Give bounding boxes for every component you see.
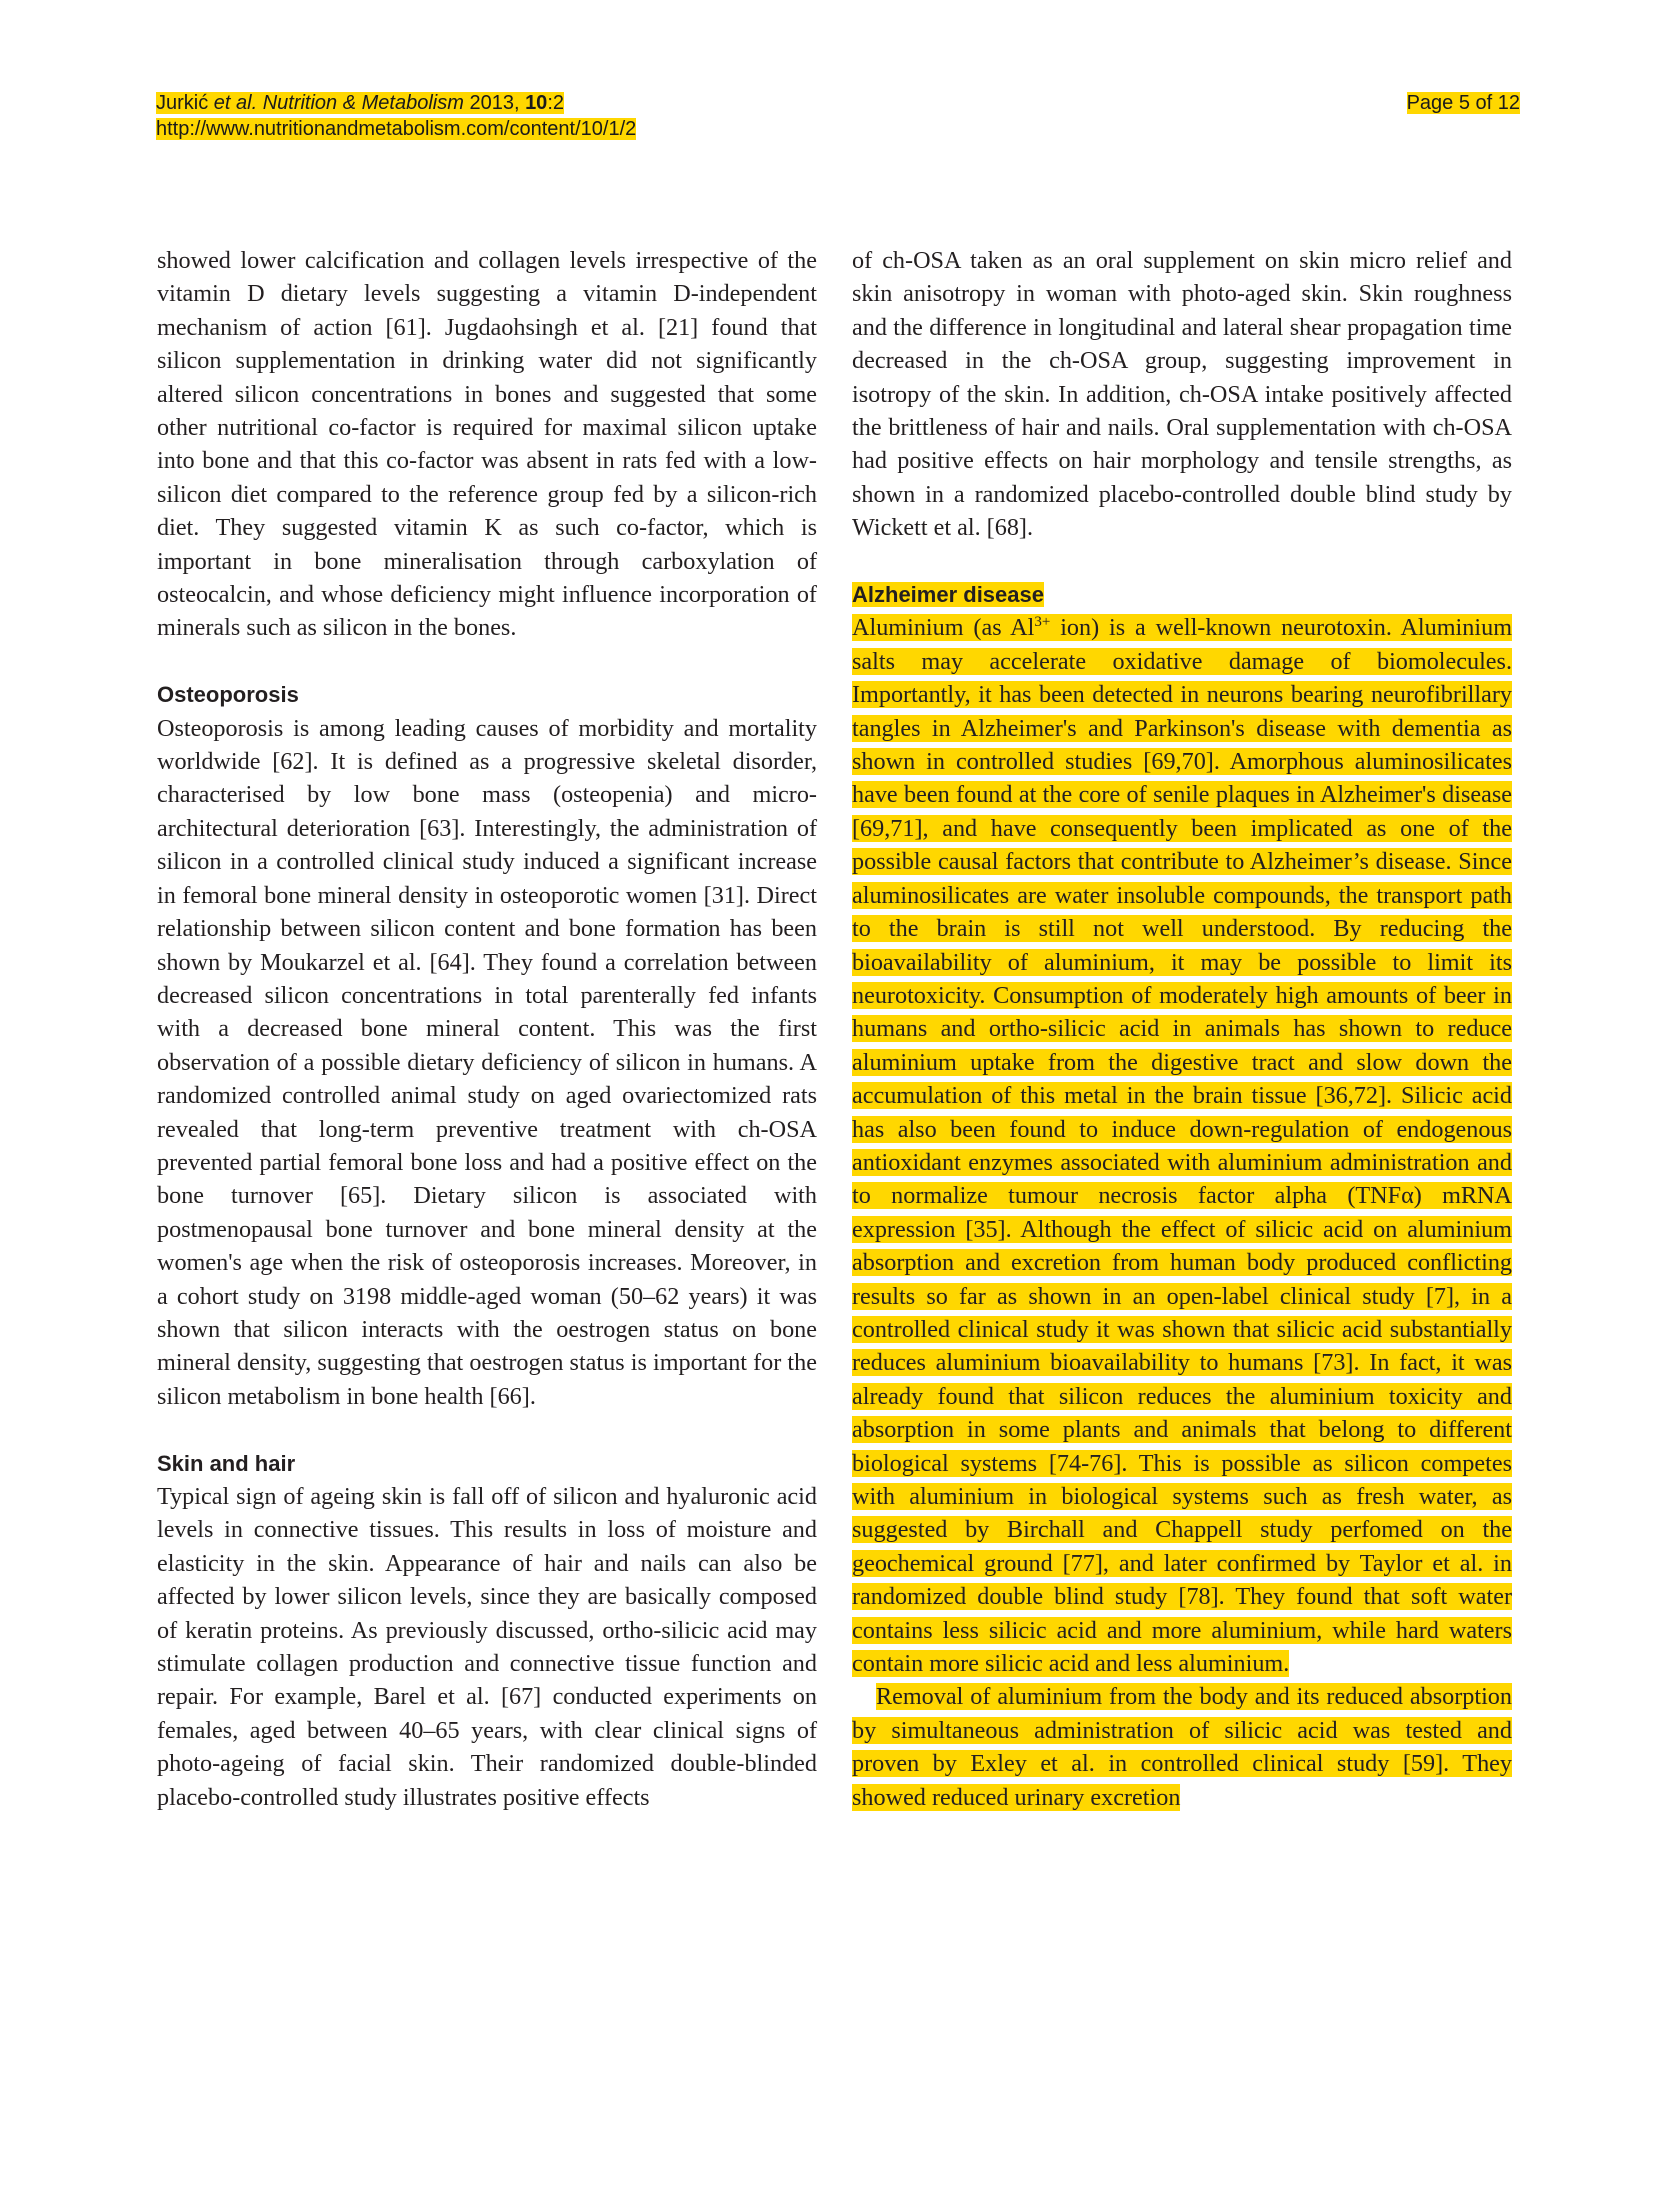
alzheimer-paragraph-2-highlight: Removal of aluminium from the body and its reduced absorption by simultaneous administration of silicic acid was tested and proven by Exley et al. in controlled clinical study [59]. They showed reduced urinary excretion: [852, 1683, 1512, 1811]
page-number: [1407, 90, 1520, 116]
skin-hair-heading: Skin and hair: [157, 1450, 296, 1476]
alzheimer-heading-text: Alzheimer disease: [852, 582, 1044, 608]
alzheimer-paragraph-2: [852, 1680, 1512, 1814]
skin-hair-paragraph: Typical sign of ageing skin is fall off of silicon and hyaluronic acid levels in connective tissues. This results in loss of moisture and elasticity in the skin. Appearance of hair and nails can also be affected by lower silicon levels, since they are basically composed of keratin proteins. As previously discussed, ortho-silicic acid may stimulate collagen production and connective tissue function and repair. For example, Barel et al. [67] conducted experiments on females, aged between 40–65 years, with clear clinical signs of photo-ageing of facial skin. Their randomized double-blinded placebo-controlled study illustrates positive effects: [157, 1483, 817, 1811]
alzheimer-paragraph-1: [852, 611, 1512, 1680]
osteoporosis-heading: Osteoporosis: [157, 682, 299, 708]
alzheimer-p1-rest: ion) is a well-known neurotoxin. Aluminium salts may accelerate oxidative damage of biomolecules. Importantly, it has been detected in neurons bearing neurofibrillary tangles in Alzheimer's and Parkinson's disease with dementia as shown in controlled studies [69,70]. Amorphous aluminosilicates have been found at the core of senile plaques in Alzheimer's disease [69,71], and have consequently been implicated as one of the possible causal factors that contribute to Alzheimer’s disease. Since aluminosilicates are water insoluble compounds, the transport path to the brain is still not well understood. By reducing the bioavailability of aluminium, it may be possible to limit its neurotoxicity. Consumption of moderately high amounts of beer in humans and ortho-silicic acid in animals has shown to reduce aluminium uptake from the digestive tract and slow down the accumulation of this metal in the brain tissue [36,72]. Silicic acid has also been found to induce down-regulation of endogenous antioxidant enzymes associated with aluminium administration and to normalize tumour necrosis factor alpha (TNFα) mRNA expression [35]. Although the effect of silicic acid on aluminium absorption and excretion from human body produced conflicting results so far as shown in an open-label clinical study [7], in a controlled clinical study it was shown that silicic acid substantially reduces aluminium bioavailability to humans [73]. In fact, it was already found that silicon reduces the aluminium toxicity and absorption in some plants and animals that belong to different biological systems [74-76]. This is possible as silicon competes with aluminium in biological systems such as fresh water, as suggested by Birchall and Chappell study perfomed on the geochemical ground [77], and later confirmed by Taylor et al. in randomized double blind study [78]. They found that soft water contains less silicic acid and more aluminium, while hard waters contain more silicic acid and less aluminium.: [852, 614, 1513, 1678]
citation-url-line: [156, 116, 636, 142]
continuation-paragraph: of ch-OSA taken as an oral supplement on skin micro relief and skin anisotropy in woman with photo-aged skin. Skin roughness and the difference in longitudinal and lateral shear propagation time decreased in the ch-OSA group, suggesting improvement in isotropy of the skin. In addition, ch-OSA intake positively affected the brittleness of hair and nails. Oral supplementation with ch-OSA had positive effects on hair morphology and tensile strengths, as shown in a randomized placebo-controlled double blind study by Wickett et al. [68].: [852, 247, 1512, 542]
citation-url[interactable]: http://www.nutritionandmetabolism.com/content/10/1/2: [156, 118, 637, 140]
citation-year: 2013,: [463, 92, 526, 114]
citation-volume: 10: [525, 92, 548, 114]
citation-journal: et al. Nutrition & Metabolism: [208, 92, 464, 114]
al-charge-superscript: 3+: [1034, 614, 1051, 631]
left-column: [157, 244, 817, 1814]
intro-paragraph: showed lower calcification and collagen levels irrespective of the vitamin D dietary levels suggesting a vitamin D-independent mechanism of action [61]. Jugdaohsingh et al. [21] found that silicon supplementation in drinking water did not significantly altered silicon concentrations in bones and suggested that some other nutritional co-factor is required for maximal silicon uptake into bone and that this co-factor was absent in rats fed with a low-silicon diet compared to the reference group fed by a silicon-rich diet. They suggested vitamin K as such co-factor, which is important in bone mineralisation through carboxylation of osteocalcin, and whose deficiency might influence incorporation of minerals such as silicon in the bones.: [157, 247, 817, 642]
page-number-label: Page 5 of 12: [1406, 92, 1520, 114]
osteoporosis-paragraph: Osteoporosis is among leading causes of morbidity and mortality worldwide [62]. It is defined as a progressive skeletal disorder, characterised by low bone mass (osteopenia) and micro-architectural deterioration [63]. Interestingly, the administration of silicon in a controlled clinical study induced a significant increase in femoral bone mineral density in osteoporotic women [31]. Direct relationship between silicon content and bone formation has been shown by Moukarzel et al. [64]. They found a correlation between decreased silicon concentrations in total parenterally fed infants with a decreased bone mineral content. This was the first observation of a possible dietary deficiency of silicon in humans. A randomized controlled animal study on aged ovariectomized rats revealed that long-term preventive treatment with ch-OSA prevented partial femoral bone loss and had a positive effect on the bone turnover [65]. Dietary silicon is associated with postmenopausal bone turnover and bone mineral density at the women's age when the risk of osteoporosis increases. Moreover, in a cohort study on 3198 middle-aged woman (50–62 years) it was shown that silicon interacts with the oestrogen status on bone mineral density, suggesting that oestrogen status is important for the silicon metabolism in bone health [66].: [157, 714, 817, 1410]
right-column: [852, 244, 1512, 1814]
alzheimer-paragraph-1-highlight: [852, 614, 1512, 1677]
citation-line: [156, 90, 636, 116]
citation-authors: Jurkić: [156, 92, 209, 114]
citation-issue: :2: [547, 92, 564, 114]
running-header-citation: [156, 90, 636, 142]
alzheimer-heading: [852, 578, 1512, 611]
alzheimer-p1-start: Aluminium (as Al: [852, 614, 1035, 642]
